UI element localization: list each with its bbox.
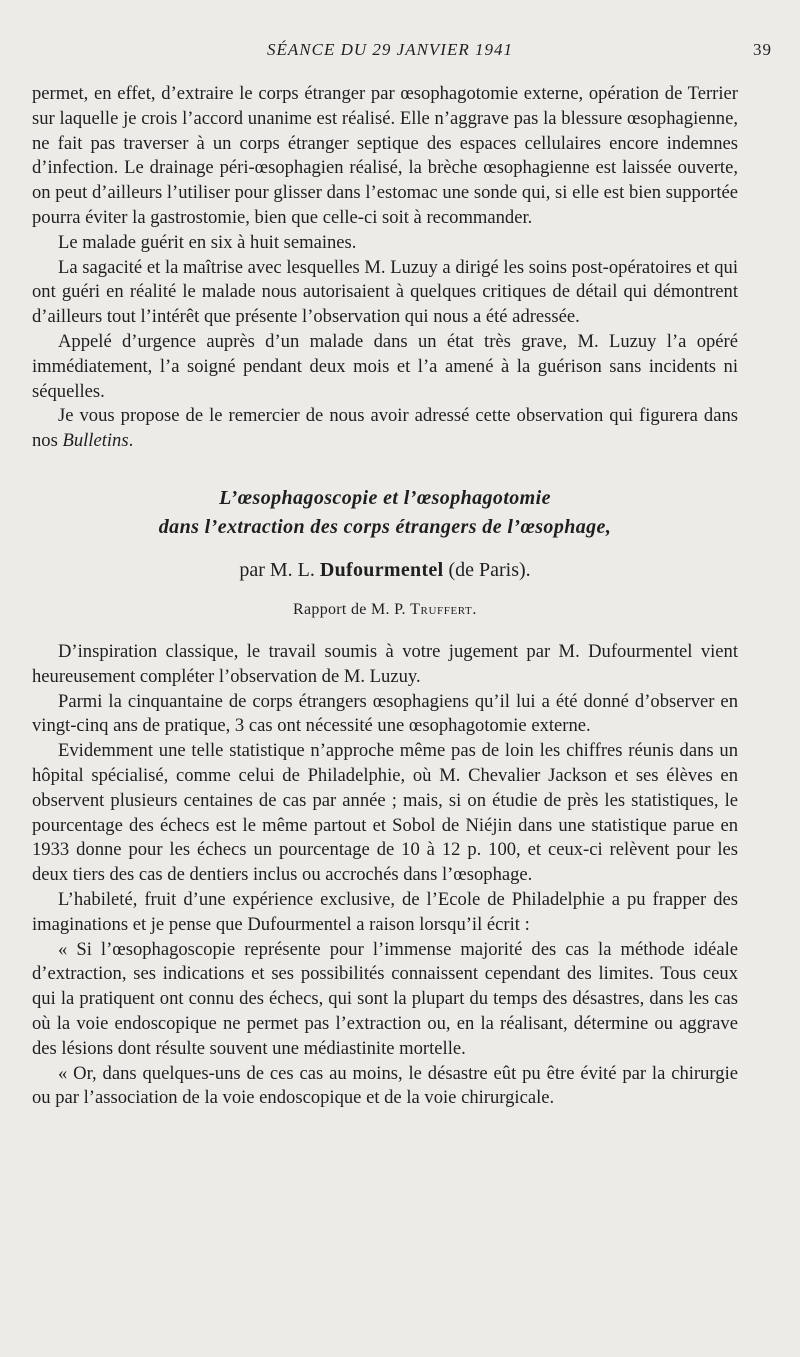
running-head <box>0 40 800 64</box>
journal-name: Bulletins <box>62 430 129 452</box>
closing-text: Je vous propose de le remercier de nous avoir adressé cette observation qui figurera dans nos <box>32 405 738 452</box>
page-number: 39 <box>753 40 772 59</box>
article-body <box>32 640 738 1111</box>
paragraph: L’habileté, fruit d’une expérience exclusive, de l’Ecole de Philadelphie a pu frapper des imaginations et je pense que Dufourmentel a raison lorsqu’il écrit : <box>32 888 738 935</box>
quoted-paragraph: « Si l’œsophagoscopie représente pour l’immense majorité des cas la méthode idéale d’extraction, ses indications et ses possibilités connaissent cependant des limites. Tous ceux qui la pratiquent ont connu des échecs, qui sont la plupart du temps des désastres, dans les cas où la voie endoscopique ne permet pas l’extraction ou, en la réalisant, détermine ou aggrave des lésions dont résulte souvent une médiastinite mortelle. <box>32 938 738 1059</box>
page-body <box>32 82 738 1111</box>
quoted-paragraph: « Or, dans quelques-uns de ces cas au moins, le désastre eût pu être évité par la chirurgie ou par l’association de la voie endoscopique et de la voie chirurgicale. <box>32 1062 738 1109</box>
paragraph: permet, en effet, d’extraire le corps étranger par œsophagotomie externe, opération de Terrier sur laquelle je crois l’accord unanime est réalisé. Elle n’aggrave pas la blessure œsophagienne, ne fait pas traverser à un corps étranger septique des espaces cellulaires encore indemnes d’infection. Le drainage péri-œsophagien réalisé, la brèche œsophagienne est laissée ouverte, on peut d’ailleurs l’utiliser pour glisser dans l’estomac une sonde qui, si elle est bien supportée pourra éviter la gastrostomie, bien que celle-ci soit à recommander. <box>32 83 738 228</box>
article-heading <box>32 484 738 622</box>
paragraph: D’inspiration classique, le travail soumis à votre jugement par M. Dufourmentel vient heureusement compléter l’observation de M. Luzuy. <box>32 640 738 687</box>
running-title: SÉANCE DU 29 JANVIER 1941 <box>267 40 513 59</box>
author-name: Dufourmentel <box>319 558 444 581</box>
reporter-name: Truffert. <box>410 600 477 618</box>
paragraph: Parmi la cinquantaine de corps étrangers œsophagiens qu’il lui a été donné d’observer en vingt-cinq ans de pratique, 3 cas ont nécessité une œsophagotomie externe. <box>32 690 738 737</box>
report-prefix: Rapport de M. P. <box>293 600 406 618</box>
byline <box>32 556 738 584</box>
article-title-line-2: dans l’extraction des corps étrangers de l’œsophage, <box>158 515 612 538</box>
closing-paragraph <box>32 404 738 454</box>
paragraph: Le malade guérit en six à huit semaines. <box>58 231 357 253</box>
closing-end: . <box>128 430 134 452</box>
paragraph: Appelé d’urgence auprès d’un malade dans un état très grave, M. Luzuy l’a opéré immédiatement, l’a soigné pendant deux mois et l’a amené à la guérison sans incidents ni séquelles. <box>32 330 738 402</box>
report-line <box>32 598 738 622</box>
article-title-line-1: L’œsophagoscopie et l’œsophagotomie <box>219 486 551 509</box>
paragraph: Evidemment une telle statistique n’approche même pas de loin les chiffres réunis dans un hôpital spécialisé, comme celui de Philadelphie, où M. Chevalier Jackson et ses élèves en observent plusieurs centaines de cas par année ; mais, si on étudie de près les statistiques, le pourcentage des échecs est le même partout et Sobol de Niéjin dans une statistique parue en 1933 donne pour les échecs un pourcentage de 10 à 12 p. 100, et ceux-ci relèvent pour les deux tiers des cas de dentiers inclus ou accrochés dans l’œsophage. <box>32 740 738 886</box>
paragraph: La sagacité et la maîtrise avec lesquelles M. Luzuy a dirigé les soins post-opératoires et qui ont guéri en réalité le malade nous autorisaient à quelques critiques de détail qui démontrent d’ailleurs tout l’intérêt que présente l’observation qui nous a été adressée. <box>32 256 738 328</box>
byline-prefix: par M. L. <box>239 558 315 581</box>
byline-suffix: (de Paris). <box>448 558 531 581</box>
